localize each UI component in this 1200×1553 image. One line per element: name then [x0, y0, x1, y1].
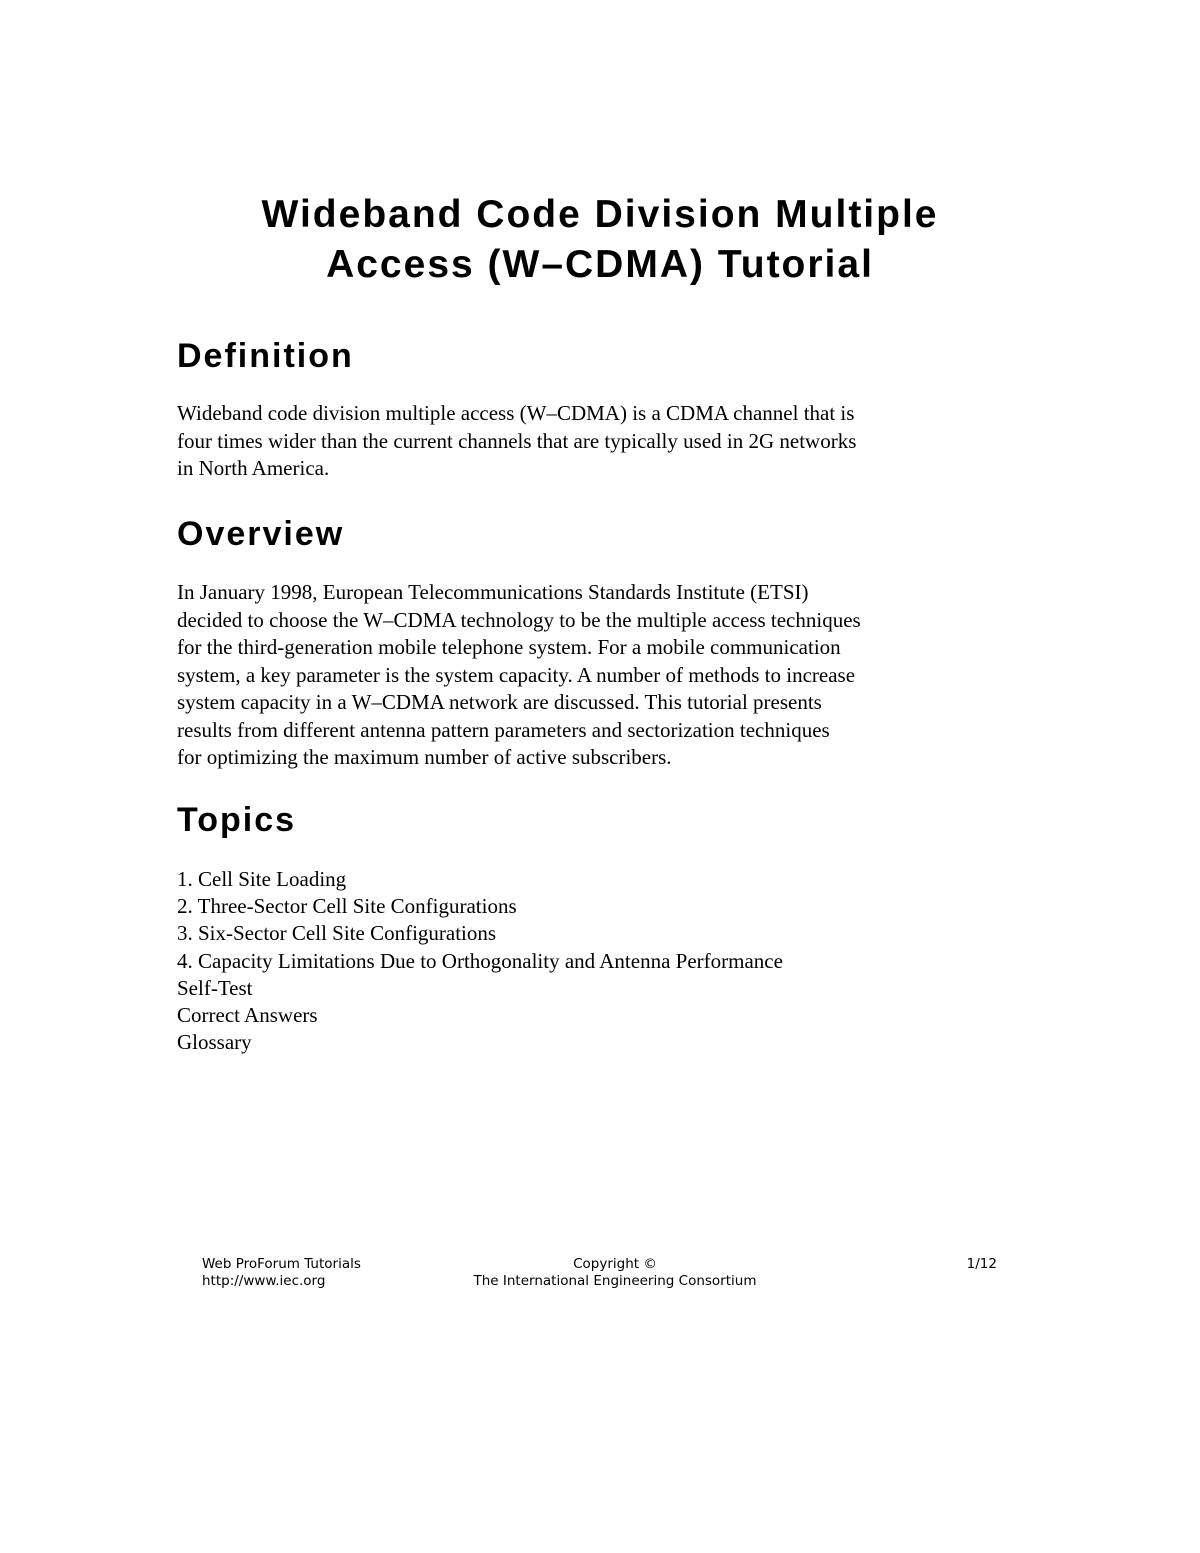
footer-center [420, 1256, 810, 1290]
title-line-1: Wideband Code Division Multiple [261, 193, 939, 236]
topic-item: 2. Three-Sector Cell Site Configurations [177, 894, 517, 919]
definition-line: in North America. [177, 456, 330, 480]
overview-line: decided to choose the W–CDMA technology to be the multiple access techniques [177, 607, 861, 632]
footer-copyright: Copyright © [573, 1256, 657, 1272]
footer-organization: The International Engineering Consortium [473, 1273, 757, 1289]
title-line-2: Access (W–CDMA) Tutorial [326, 243, 874, 286]
topic-item: Glossary [177, 1030, 252, 1055]
topic-item: Self-Test [177, 975, 253, 1000]
footer-url: http://www.iec.org [202, 1273, 326, 1289]
overview-paragraph [177, 579, 957, 772]
overview-line: for the third-generation mobile telephone system. For a mobile communication [177, 635, 841, 659]
definition-heading: Definition [177, 337, 354, 375]
footer-right [900, 1256, 997, 1273]
overview-heading: Overview [177, 515, 345, 553]
overview-line: In January 1998, European Telecommunications Standards Institute (ETSI) [177, 580, 809, 604]
topics-list [177, 866, 783, 1056]
definition-line: Wideband code division multiple access (W–CDMA) is a CDMA channel that is [177, 401, 855, 425]
overview-line: for optimizing the maximum number of active subscribers. [177, 745, 672, 769]
footer-publisher: Web ProForum Tutorials [202, 1256, 361, 1272]
definition-line: four times wider than the current channels that are typically used in 2G networks [177, 428, 857, 453]
overview-line: results from different antenna pattern parameters and sectorization techniques [177, 717, 830, 742]
page-number: 1/12 [966, 1256, 997, 1272]
topic-item: 4. Capacity Limitations Due to Orthogonality and Antenna Performance [177, 948, 783, 973]
definition-paragraph [177, 400, 957, 483]
document-title [0, 190, 1200, 290]
topics-heading: Topics [177, 801, 297, 839]
topic-item: 1. Cell Site Loading [177, 867, 347, 891]
topic-item: Correct Answers [177, 1003, 318, 1028]
overview-line: system capacity in a W–CDMA network are discussed. This tutorial presents [177, 690, 822, 714]
overview-line: system, a key parameter is the system capacity. A number of methods to increase [177, 662, 856, 687]
footer-left [202, 1256, 361, 1290]
topic-item: 3. Six-Sector Cell Site Configurations [177, 921, 497, 946]
